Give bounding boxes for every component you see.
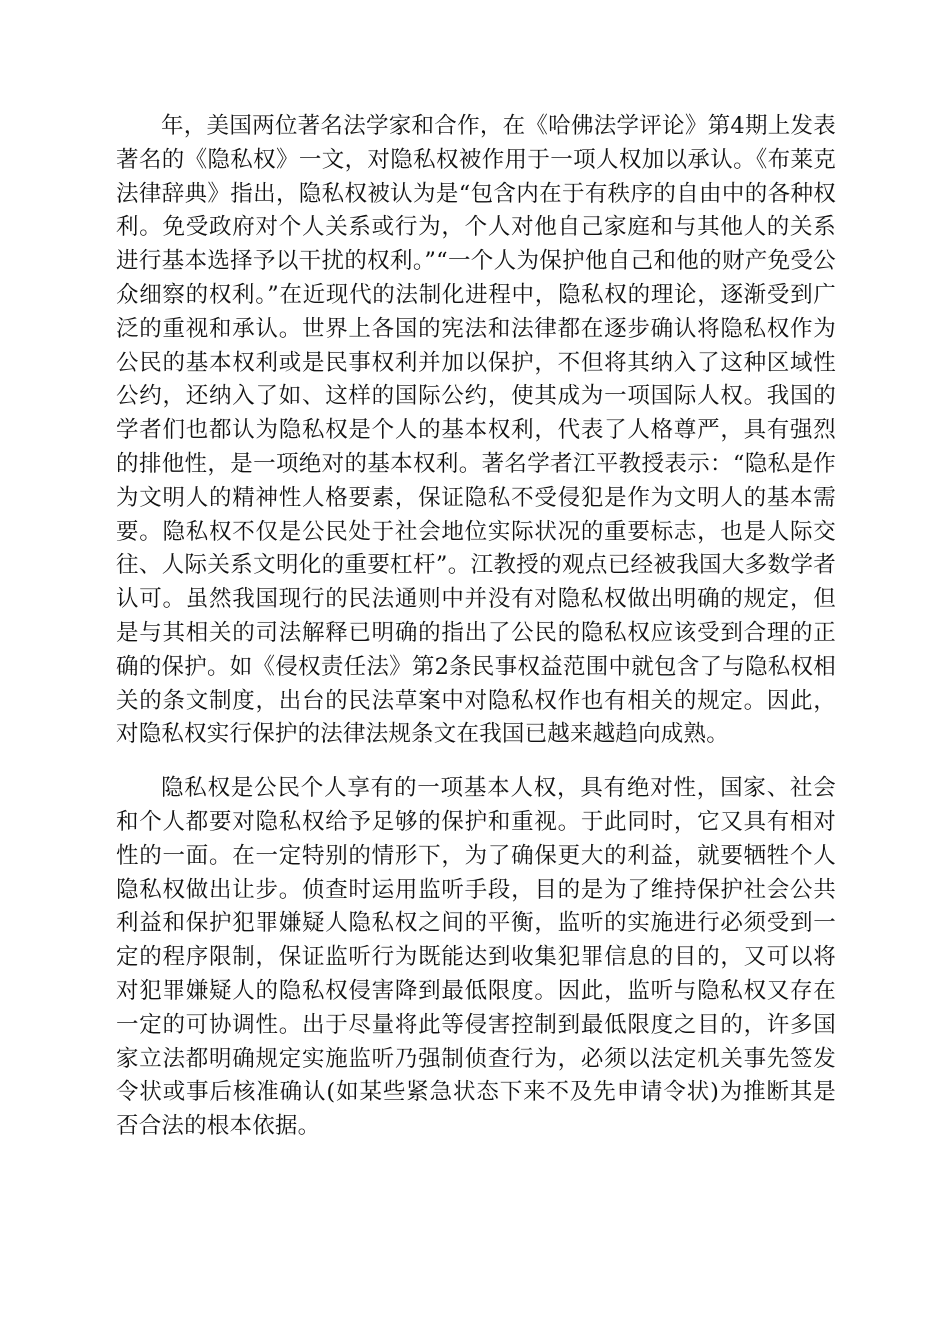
paragraph-privacy-right-history: 年，美国两位著名法学家和合作，在《哈佛法学评论》第4期上发表著名的《隐私权》一文，对隐私权被作用于一项人权加以承认。《布莱克法律辞典》指出，隐私权被认为是“包含内在于有秩序的自由中的各种权利。免受政府对个人关系或行为，个人对他自己家庭和与其他人的关系进行基本选择予以干扰的权利。”“一个人为保护他自己和他的财产免受公众细察的权利。”在近现代的法制化进程中，隐私权的理论，逐渐受到广泛的重视和承认。世界上各国的宪法和法律都在逐步确认将隐私权作为公民的基本权利或是民事权利并加以保护，不但将其纳入了这种区域性公约，还纳入了如、这样的国际公约，使其成为一项国际人权。我国的学者们也都认为隐私权是个人的基本权利，代表了人格尊严，具有强烈的排他性，是一项绝对的基本权利。著名学者江平教授表示：“隐私是作为文明人的精神性人格要素，保证隐私不受侵犯是作为文明人的基本需要。隐私权不仅是公民处于社会地位实际状况的重要标志，也是人际交往、人际关系文明化的重要杠杆”。江教授的观点已经被我国大多数学者认可。虽然我国现行的民法通则中并没有对隐私权做出明确的规定，但是与其相关的司法解释已明确的指出了公民的隐私权应该受到合理的正确的保护。如《侵权责任法》第2条民事权益范围中就包含了与隐私权相关的条文制度，出台的民法草案中对隐私权作也有相关的规定。因此，对隐私权实行保护的法律法规条文在我国已越来越趋向成熟。 bbox=[116, 113, 836, 748]
document-page bbox=[116, 110, 836, 1144]
paragraph-privacy-and-surveillance: 隐私权是公民个人享有的一项基本人权，具有绝对性，国家、社会和个人都要对隐私权给予足够的保护和重视。于此同时，它又具有相对性的一面。在一定特别的情形下，为了确保更大的利益，就要牺牲个人隐私权做出让步。侦查时运用监听手段，目的是为了维持保护社会公共利益和保护犯罪嫌疑人隐私权之间的平衡，监听的实施进行必须受到一定的程序限制，保证监听行为既能达到收集犯罪信息的目的，又可以将对犯罪嫌疑人的隐私权侵害降到最低限度。因此，监听与隐私权又存在一定的可协调性。出于尽量将此等侵害控制到最低限度之目的，许多国家立法都明确规定实施监听乃强制侦查行为，必须以法定机关事先签发令状或事后核准确认(如某些紧急状态下来不及先申请令状)为推断其是否合法的根本依据。 bbox=[116, 775, 836, 1140]
